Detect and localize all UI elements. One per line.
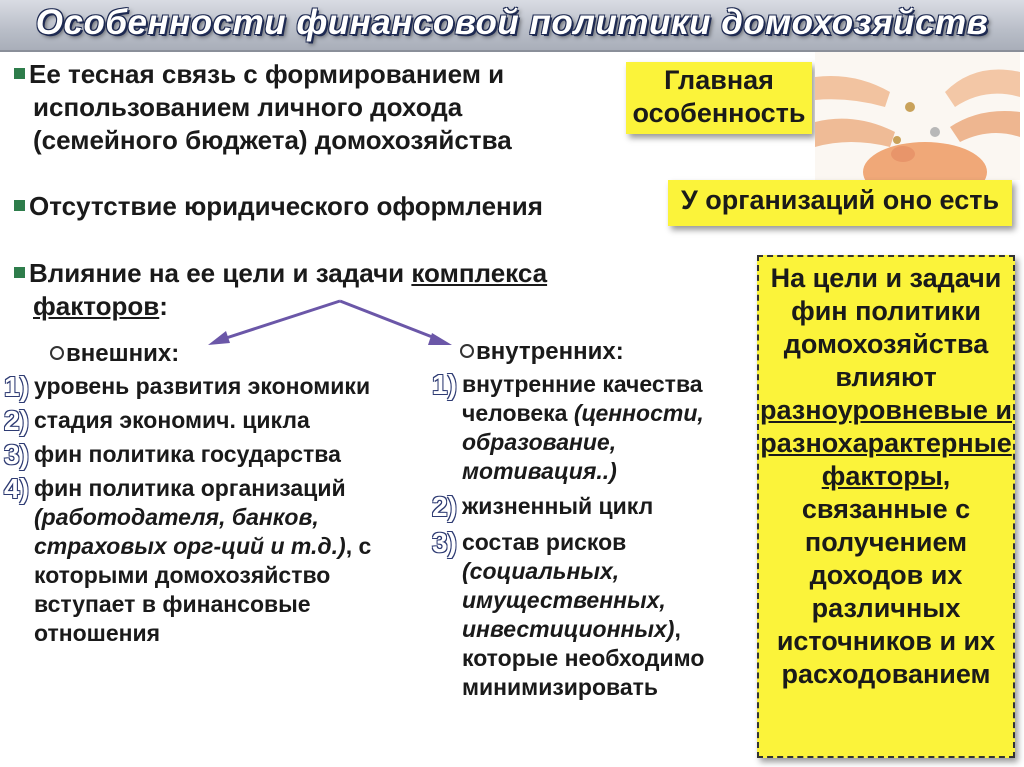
item-text: стадия экономич. цикла	[34, 407, 310, 433]
item-text: фин политика государства	[34, 441, 341, 467]
item-number: 1)	[4, 371, 29, 402]
bullet-square-icon	[14, 68, 25, 79]
bullet1-line1: Ее тесная связь с формированием и	[29, 59, 505, 89]
bullet-square-icon	[14, 200, 25, 211]
item-text-italic: (социальных, имущественных, инвестиционных)	[462, 558, 675, 642]
factors-summary-box	[757, 255, 1015, 758]
item-number: 3)	[4, 439, 29, 470]
summary-line: доходов их	[809, 560, 963, 590]
summary-underlined-line: разнохарактерные	[760, 428, 1012, 458]
summary-line: получением	[804, 527, 968, 557]
internal-factors-list	[432, 370, 750, 702]
list-item	[4, 406, 396, 436]
main-feature-line1: Главная	[664, 65, 774, 95]
item-text-rest: , которые необходимо минимизировать	[462, 616, 705, 700]
summary-underlined-line: факторы	[821, 461, 943, 491]
item-text-main: фин политика организаций	[34, 475, 346, 501]
summary-line: различных	[811, 593, 961, 623]
internal-heading	[460, 338, 624, 366]
list-item	[4, 372, 396, 402]
item-text: жизненный цикл	[462, 493, 654, 519]
external-factors-list	[4, 372, 396, 648]
external-heading-text: внешних:	[66, 340, 180, 367]
summary-comma: ,	[942, 461, 951, 491]
bullet3-underlined-2: факторов	[33, 291, 160, 321]
organizations-box: У организаций оно есть	[668, 180, 1012, 226]
arrow-left-head-icon	[208, 331, 230, 345]
item-text	[462, 370, 750, 486]
ring-bullet-icon	[460, 344, 474, 358]
item-text-rest: , с которыми домохозяйство вступает в финансовые отношения	[34, 533, 372, 646]
item-text	[462, 528, 750, 702]
external-heading	[50, 340, 179, 368]
list-item	[432, 370, 750, 486]
summary-line: фин политики	[791, 296, 981, 326]
item-number: 2)	[432, 491, 457, 522]
list-item	[4, 440, 396, 470]
summary-line: На цели и задачи	[770, 263, 1002, 293]
item-text-italic: (работодателя, банков, страховых орг-ций и т.д.)	[34, 504, 346, 559]
list-item	[432, 492, 750, 522]
arrow-right-head-icon	[428, 333, 452, 345]
bullet2-text: Отсутствие юридического оформления	[29, 191, 543, 221]
summary-line: расходованием	[781, 659, 991, 689]
bullet3-underlined-1: комплекса	[411, 258, 548, 288]
list-item	[4, 474, 396, 648]
bullet-square-icon	[14, 267, 25, 278]
item-text-main: состав рисков	[462, 529, 627, 555]
bullet1-line3: (семейного бюджета) домохозяйства	[33, 125, 512, 155]
bullet1-line2: использованием личного дохода	[33, 92, 463, 122]
hands-piggybank-image	[815, 52, 1020, 180]
item-text-italic: (ценности, образование, мотивация..)	[462, 400, 704, 484]
ring-bullet-icon	[50, 346, 64, 360]
main-feature-line2: особенность	[632, 98, 806, 128]
summary-line: домохозяйства	[783, 329, 989, 359]
item-number: 1)	[432, 369, 457, 400]
bullet3-colon: :	[159, 291, 168, 321]
bullet-income-link	[14, 58, 634, 157]
slide-title: Особенности финансовой политики домохозяйств	[35, 3, 989, 42]
summary-underlined-line: разноуровневые и	[759, 395, 1013, 425]
item-text: уровень развития экономики	[34, 373, 371, 399]
summary-line: источников и их	[776, 626, 996, 656]
list-item	[432, 528, 750, 702]
item-number: 3)	[432, 527, 457, 558]
item-text-main: внутренние качества человека	[462, 371, 703, 426]
bullet-no-legal-form	[14, 190, 664, 223]
item-number: 4)	[4, 473, 29, 504]
main-feature-box	[626, 62, 812, 134]
summary-line: влияют	[835, 362, 937, 392]
item-number: 2)	[4, 405, 29, 436]
branch-arrows	[200, 295, 460, 355]
internal-heading-text: внутренних:	[476, 338, 624, 365]
bullet3-pre: Влияние на ее цели и задачи	[29, 258, 412, 288]
item-text	[34, 474, 396, 648]
summary-line: связанные с	[801, 494, 971, 524]
